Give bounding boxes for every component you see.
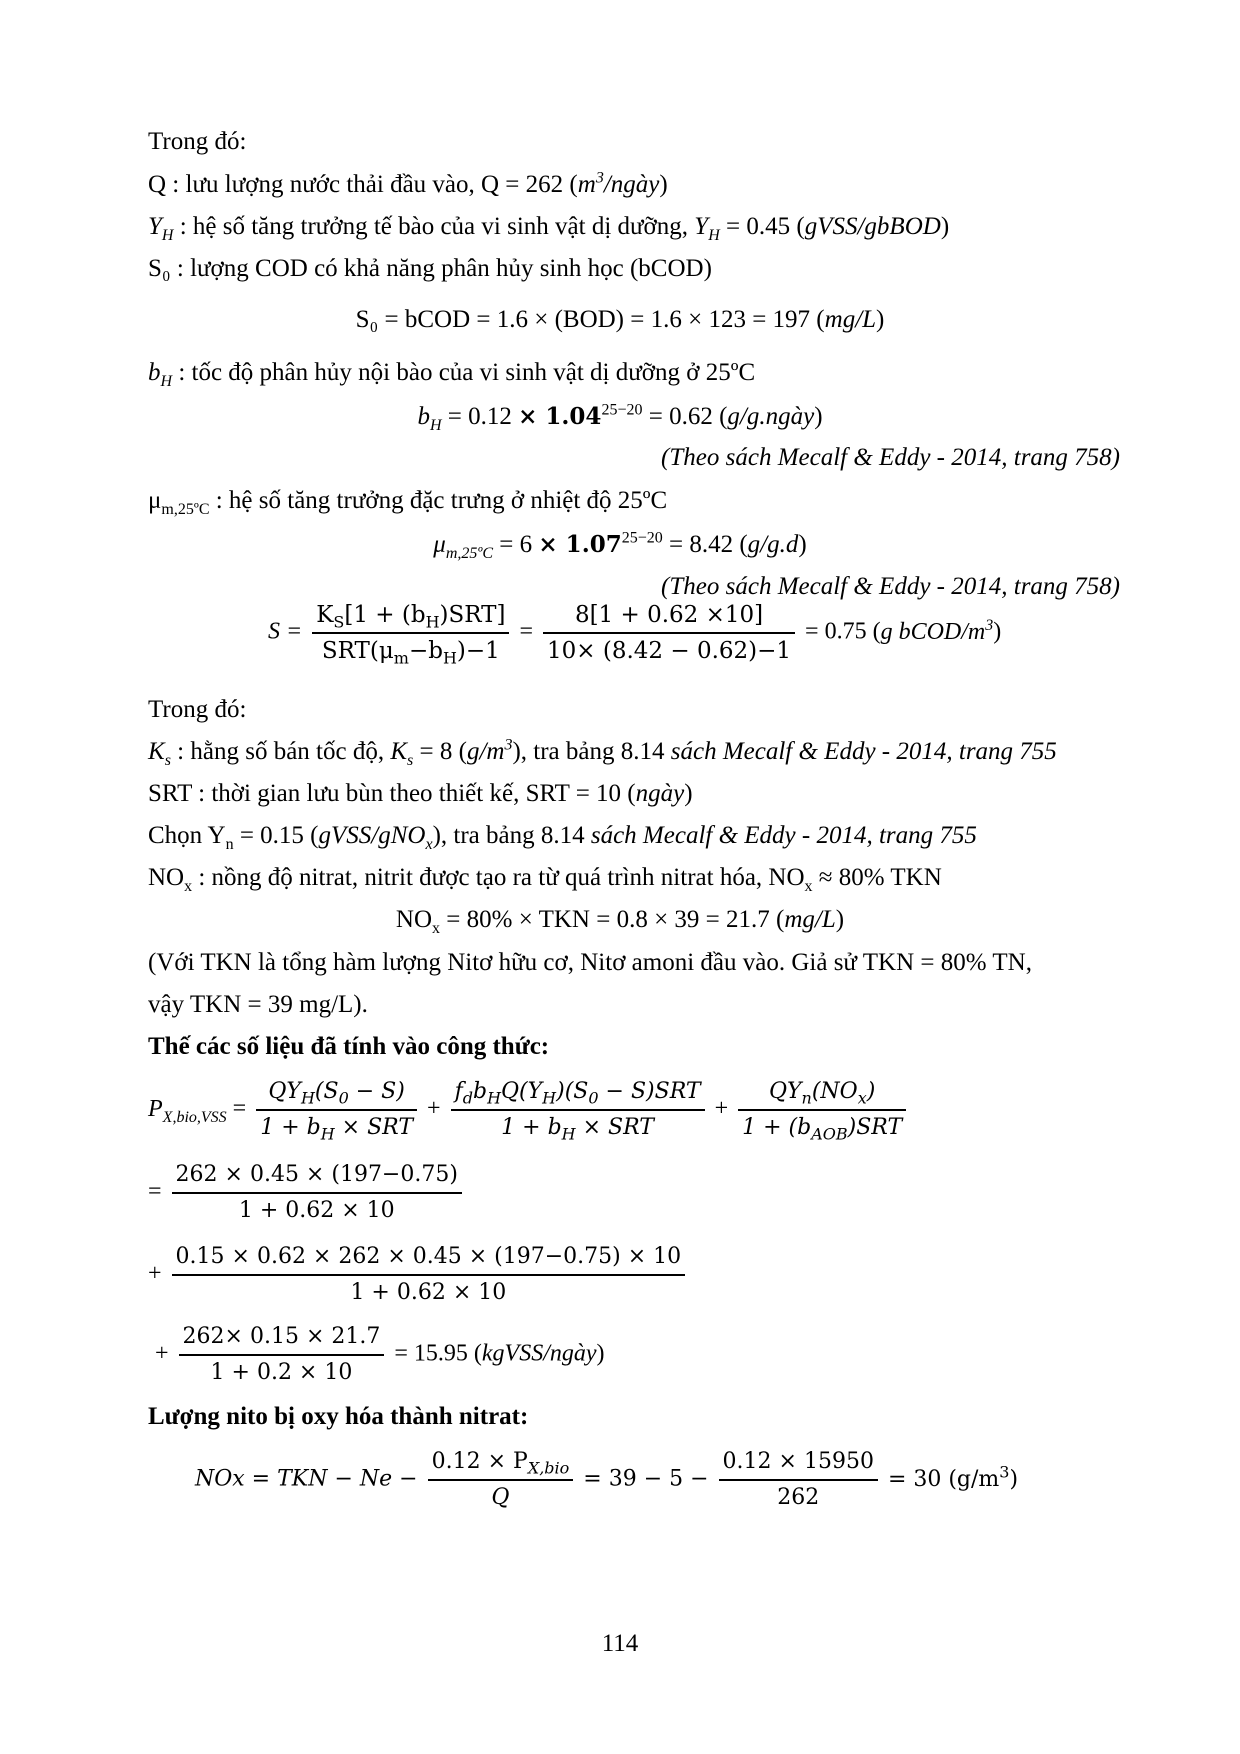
nox-equation: $NO_x = 80\%$ × TKN = 0.8 × 39 = 21.7 (mg/L) [395,906,845,937]
heading-trong-do: Trong đó: [148,128,247,155]
fraction: $\frac{K_S[1 + (b_H)SRT]}{SRT(\mu_m-b_H)-1}$ [312,598,509,668]
fraction: $\frac{QY_n(NO_x)}{1 + (b_{AOB})SRT}$ [738,1075,906,1145]
calc-term-3: + $\frac{262\times 0.15 \times 21.7}{1 + 0.2 \times 10}$ = 15.95 (kgVSS/ngày) [155,1320,605,1390]
fraction: $\frac{0.12 \times 15950}{262}$ [719,1445,878,1515]
tkn-note: vậy TKN = 39 mg/L). [148,991,368,1018]
page-number: 114 [601,1630,639,1657]
mu-definition: $\mu_{m,25ºC}$ : hệ số tăng trưởng đặc trưng ở nhiệt độ 25ºC [148,487,668,518]
calc-term-2: + $\frac{0.15 \times 0.62 \times 262 \times 0.45 \times (197-0.75) \times 10}{1 + 0.62 \times 10}$ [148,1240,689,1310]
s0-definition: S₀ : lượng COD có khả năng phân hủy sinh học (bCOD) [148,255,712,282]
fraction: $\frac{0.15 \times 0.62 \times 262 \times 0.45 \times (197-0.75) \times 10}{1 + 0.62 \times 10}$ [172,1240,686,1310]
ks-definition: $K_s$ : hằng số bán tốc độ, $K_s = 8$ $(g/m^3)$, tra bảng 8.14 sách Mecalf & Eddy - 2014, trang 755 [148,736,1057,769]
q-definition: Q : lưu lượng nước thải đầu vào, Q = 262 $(m^3/ngày)$ [148,169,668,198]
nox-final-equation: NOx = TKN − Ne − $\frac{0.12 \times P_{X,bio}}{Q}$ = 39 − 5 − $\frac{0.12 \times 15950}{262}$ = 30 $(g/m^3)$ [195,1445,1018,1515]
bh-equation: $b_H = 0.12 \times 1.04^{25-20} = 0.62$ (g/g.ngày) [417,401,823,434]
s-equation: S = $\frac{K_S[1 + (b_H)SRT]}{SRT(\mu_m-b_H)-1}$ = $\frac{8[1 + 0.62 \times 10]}{10\times (8.42 - 0.62)-1}$ = 0.75 (g bCOD/$m^3$) [268,598,1001,668]
fraction: $\frac{f_db_HQ(Y_H)(S_0 - S)SRT}{1 + b_H \times SRT}$ [451,1075,705,1145]
section-heading: Thế các số liệu đã tính vào công thức: [148,1033,550,1060]
fraction: $\frac{262 \times 0.45 \times (197-0.75)}{1 + 0.62 \times 10}$ [172,1158,462,1228]
fraction: $\frac{262\times 0.15 \times 21.7}{1 + 0.2 \times 10}$ [179,1320,385,1390]
fraction: $\frac{QY_H(S_0 - S)}{1 + b_H \times SRT}$ [256,1075,417,1145]
px-formula: $P_{X,bio,VSS}$ = $\frac{QY_H(S_0 - S)}{1 + b_H \times SRT}$ + $\frac{f_db_HQ(Y_H)(S_0 - S)SRT}{1 + b_H \times SRT}$ + $\frac{QY_n(NO_x)}{1 + (b_{AOB})SRT}$ [148,1075,910,1145]
tkn-note: (Với TKN là tổng hàm lượng Nitơ hữu cơ, Nitơ amoni đầu vào. Giả sử TKN = 80% TN, [148,949,1032,976]
yh-definition: $Y_H$ : hệ số tăng trưởng tế bào của vi sinh vật dị dưỡng, $Y_H = 0.45$ (gVSS/gbBOD) [148,213,950,244]
mu-equation: $\mu_{m,25ºC} = 6 \times 1.07^{25-20} = 8.42$ (g/g.d) [433,529,807,562]
fraction: $\frac{0.12 \times P_{X,bio}}{Q}$ [428,1445,574,1515]
s0-equation: S₀ = bCOD = 1.6 × (BOD) = 1.6 × 123 = 197 (mg/L) [355,306,885,333]
reference-note: (Theo sách Mecalf & Eddy - 2014, trang 758) [661,573,1120,600]
reference-note: (Theo sách Mecalf & Eddy - 2014, trang 758) [661,444,1120,471]
yn-definition: Chọn $Y_n = 0.15$ (gVSS/gNO$_x$), tra bảng 8.14 sách Mecalf & Eddy - 2014, trang 755 [148,822,977,853]
srt-definition: SRT : thời gian lưu bùn theo thiết kế, SRT = 10 (ngày) [148,780,693,807]
bh-definition: $b_H$ : tốc độ phân hủy nội bào của vi sinh vật dị dưỡng ở 25ºC [148,359,756,390]
fraction: $\frac{8[1 + 0.62 \times 10]}{10\times (8.42 - 0.62)-1}$ [543,598,795,668]
heading-trong-do: Trong đó: [148,696,247,723]
nox-definition: $NO_x$ : nồng độ nitrat, nitrit được tạo ra từ quá trình nitrat hóa, $NO_x \approx 80\%$ TKN [148,864,942,895]
calc-term-1: = $\frac{262 \times 0.45 \times (197-0.75)}{1 + 0.62 \times 10}$ [148,1158,466,1228]
section-heading: Lượng nito bị oxy hóa thành nitrat: [148,1403,529,1430]
